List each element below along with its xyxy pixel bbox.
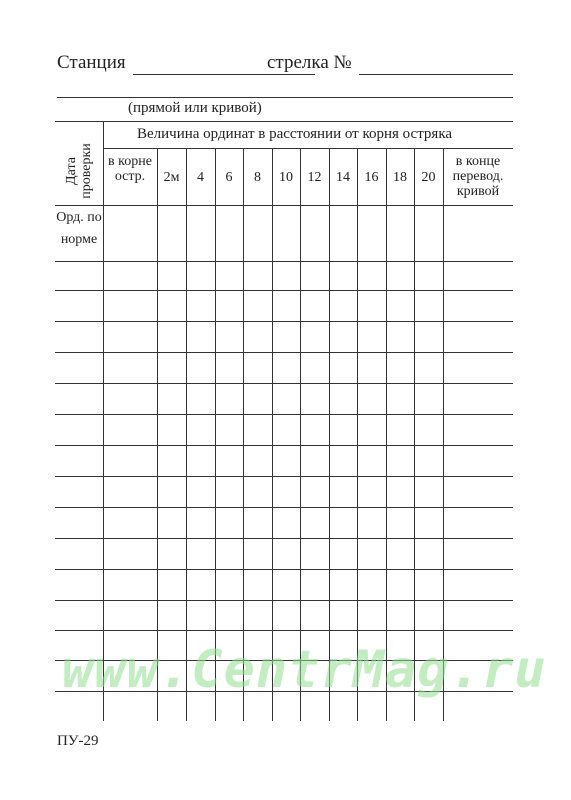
column-divider	[329, 148, 330, 721]
table-row	[55, 321, 513, 322]
table-row	[55, 569, 513, 570]
header-bottom-border	[55, 205, 513, 206]
col-header-12: 12	[307, 170, 322, 185]
station-blank	[133, 74, 315, 75]
column-divider	[243, 148, 244, 721]
col-header-8: 8	[254, 170, 261, 185]
table-row	[55, 290, 513, 291]
column-divider	[357, 148, 358, 721]
form-title-line	[57, 52, 517, 80]
column-divider	[103, 121, 104, 721]
date-header-text: Дата проверки	[64, 143, 94, 199]
table-row	[55, 538, 513, 539]
span-header: Величина ординат в расстоянии от корня остряка	[137, 126, 453, 142]
watermark: www.CentrMag.ru	[62, 640, 547, 700]
subtitle: (прямой или кривой)	[128, 100, 262, 116]
table-row	[55, 352, 513, 353]
column-divider	[157, 148, 158, 721]
col-header-20: 20	[421, 170, 436, 185]
table-row	[55, 630, 513, 631]
col-header-14: 14	[336, 170, 350, 185]
date-header	[64, 131, 94, 211]
table-row	[55, 507, 513, 508]
switch-label: стрелка №	[267, 52, 352, 73]
blank-line	[57, 97, 513, 98]
column-divider	[215, 148, 216, 721]
col-header-6: 6	[225, 170, 233, 185]
col-header-root: в корне остр.	[108, 154, 152, 184]
norm-row-label: Орд. по норме	[56, 210, 102, 247]
header-divider	[103, 148, 513, 149]
col-header-10: 10	[279, 170, 293, 185]
table-row	[55, 476, 513, 477]
switch-number-blank	[359, 74, 513, 75]
column-divider	[443, 148, 444, 721]
column-divider	[414, 148, 415, 721]
column-divider	[272, 148, 273, 721]
col-header-2m: 2м	[163, 170, 180, 185]
table-row	[55, 414, 513, 415]
col-header-16: 16	[364, 170, 379, 185]
col-header-18: 18	[393, 170, 407, 185]
column-divider	[300, 148, 301, 721]
table-row	[55, 261, 513, 262]
table-row	[55, 445, 513, 446]
column-divider	[386, 148, 387, 721]
table-row	[55, 383, 513, 384]
col-header-end: в конце перевод. кривой	[452, 154, 504, 199]
station-label: Станция	[57, 52, 126, 73]
table-row	[55, 600, 513, 601]
form-code: ПУ-29	[57, 733, 99, 749]
column-divider	[186, 148, 187, 721]
col-header-4: 4	[197, 170, 204, 185]
table-top-border	[55, 121, 513, 122]
